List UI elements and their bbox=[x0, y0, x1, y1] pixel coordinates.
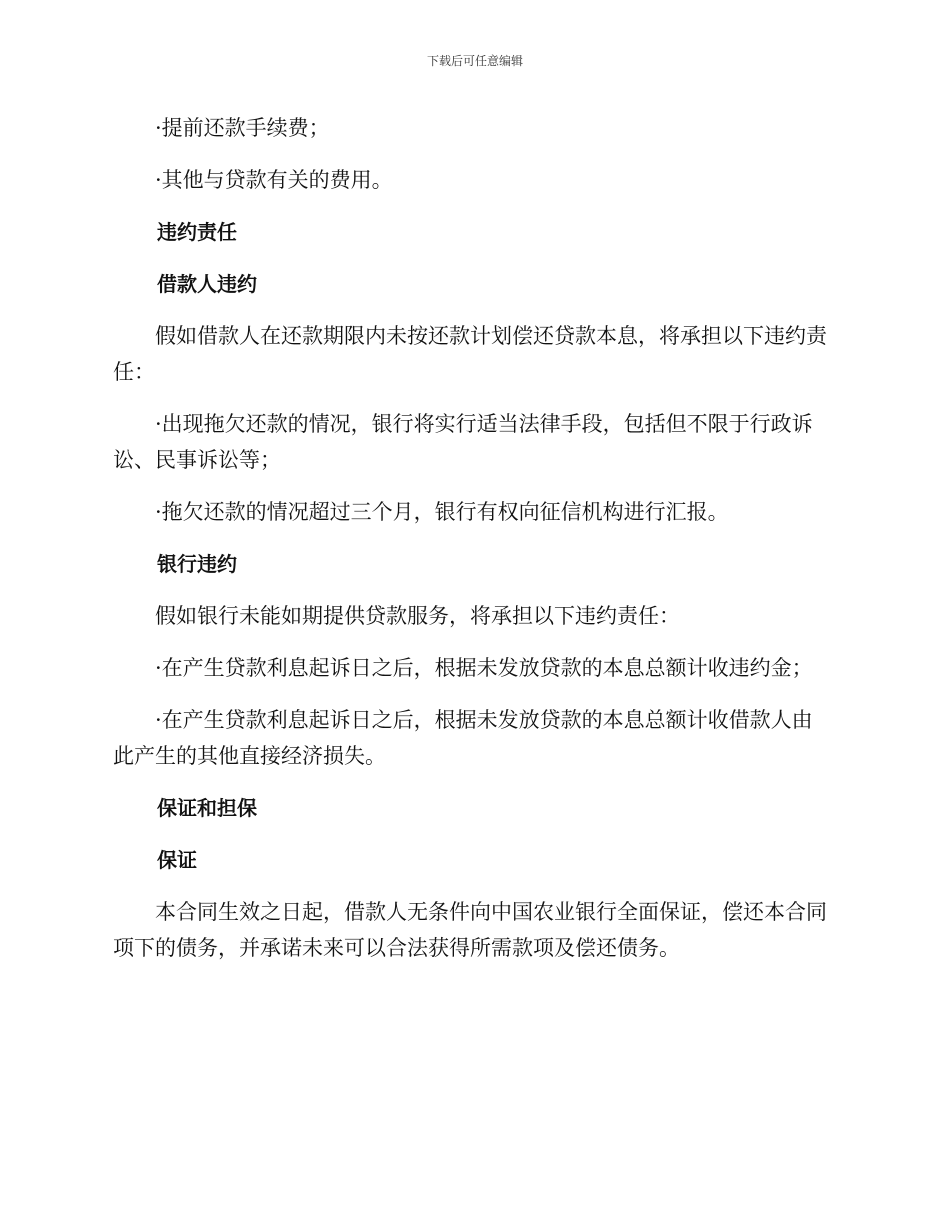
paragraph-bank-breach: 假如银行未能如期提供贷款服务，将承担以下违约责任： bbox=[155, 604, 680, 628]
bullet-direct-loss: ·在产生贷款利息起诉日之后，根据未发放贷款的本息总额计收借款人由此产生的其他直接经济损失。 bbox=[113, 708, 813, 768]
document-body bbox=[113, 110, 833, 966]
heading-breach-liability: 违约责任 bbox=[157, 220, 237, 244]
heading-borrower-breach: 借款人违约 bbox=[157, 272, 257, 296]
bullet-other-fees: ·其他与贷款有关的费用。 bbox=[155, 168, 393, 192]
bullet-penalty: ·在产生贷款利息起诉日之后，根据未发放贷款的本息总额计收违约金； bbox=[155, 656, 813, 680]
bullet-overdue-credit-report: ·拖欠还款的情况超过三个月，银行有权向征信机构进行汇报。 bbox=[155, 500, 729, 524]
heading-bank-breach: 银行违约 bbox=[157, 552, 237, 576]
page-header: 下载后可任意编辑 bbox=[426, 54, 523, 68]
paragraph-borrower-breach: 假如借款人在还款期限内未按还款计划偿还贷款本息，将承担以下违约责任： bbox=[113, 324, 827, 384]
bullet-prepayment-fee: ·提前还款手续费； bbox=[155, 116, 330, 140]
heading-guarantee-security: 保证和担保 bbox=[157, 796, 257, 820]
bullet-overdue-legal: ·出现拖欠还款的情况，银行将实行适当法律手段，包括但不限于行政诉讼、民事诉讼等； bbox=[113, 412, 813, 472]
heading-guarantee: 保证 bbox=[157, 848, 197, 872]
paragraph-guarantee: 本合同生效之日起，借款人无条件向中国农业银行全面保证，偿还本合同项下的债务，并承诺未来可以合法获得所需款项及偿还债务。 bbox=[113, 900, 827, 960]
